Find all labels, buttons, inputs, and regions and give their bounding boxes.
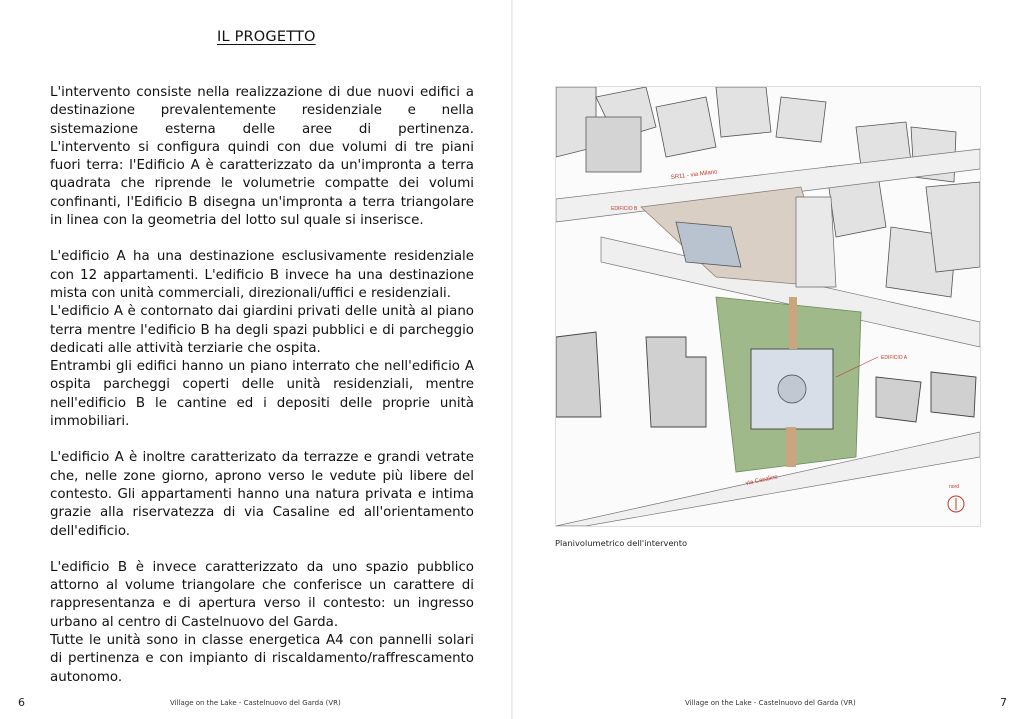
paragraph-2: L'intervento si configura quindi con due volumi di tre piani fuori terra: l'Edificio A è caratterizzato da un'impronta a terra quadrata che riprende le volumetrie compatte dei volumi confinanti, l'Edificio B disegna un'impronta a terra triangolare in linea con la geometria del lotto sul quale si inserisce. <box>50 139 474 229</box>
site-plan <box>555 86 981 527</box>
paragraph-1: L'intervento consiste nella realizzazione di due nuovi edifici a destinazione prevalentemente residenziale e nella sistemazione esterna delle aree di pertinenza. <box>50 85 474 137</box>
paragraph-6: L'edificio A è inoltre caratterizato da terrazze e grandi vetrate che, nelle zone giorno, aprono verso le vedute più libere del contesto. Gli appartamenti hanno una natura privata e intima grazie alla riservatezza di via Casaline ed all'orientamento dell'edificio. <box>50 450 474 539</box>
footer-right: Village on the Lake - Castelnuovo del Garda (VR) <box>685 699 856 707</box>
road-bottom-label: via Casaline <box>745 474 779 487</box>
body-text <box>50 84 474 705</box>
page-number-right: 7 <box>1000 696 1007 709</box>
paragraph-3: L'edificio A ha una destinazione esclusivamente residenziale con 12 appartamenti. L'edificio B invece ha una destinazione mista con unità commerciali, direzionali/uffici e residenziali. <box>50 249 474 301</box>
page-title: IL PROGETTO <box>217 29 316 45</box>
footer-left: Village on the Lake - Castelnuovo del Garda (VR) <box>170 699 341 707</box>
paragraph-7: L'edificio B è invece caratterizzato da uno spazio pubblico attorno al volume triangolare che conferisce un carattere di rappresentanza e di apertura verso il contesto: un ingresso urbano al centro di Castelnuovo del Garda. <box>50 559 474 630</box>
building-a-label: EDIFICIO A <box>881 355 908 361</box>
page-gutter <box>511 0 513 719</box>
paragraph-5: Entrambi gli edifici hanno un piano interrato che nell'edificio A ospita parcheggi coperti delle unità residenziali, mentre nell'edificio B le cantine ed i depositi delle proprie unità immobiliari. <box>50 359 474 430</box>
paragraph-8: Tutte le unità sono in classe energetica A4 con pannelli solari di pertinenza e con impianto di riscaldamento/raffrescamento autonomo. <box>50 633 474 685</box>
plan-caption: Planivolumetrico dell'intervento <box>555 538 688 548</box>
north-label: nord <box>949 484 960 490</box>
paragraph-4: L'edificio A è contornato dai giardini privati delle unità al piano terra mentre l'edificio B ha degli spazi pubblici e di parcheggio dedicati alle attività terziarie che ospita. <box>50 304 474 356</box>
road-top-label: SR11 - via Milano <box>670 169 718 181</box>
building-b-label: EDIFICIO B <box>611 206 638 212</box>
page-number-left: 6 <box>18 696 25 709</box>
